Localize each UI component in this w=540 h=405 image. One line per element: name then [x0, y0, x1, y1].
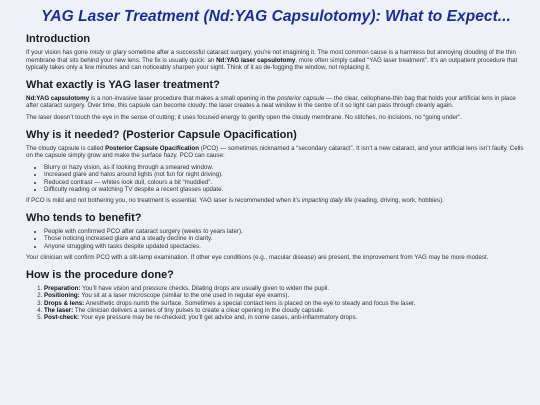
step-item: 2. Positioning: You sit at a laser microscope (similar to the one used in regular eye exams). — [44, 292, 526, 299]
list-item: • People with confirmed PCO after cataract surgery (weeks to years later). — [44, 228, 526, 235]
what-paragraph-2: The laser doesn’t touch the eye in the sense of cutting; it uses focused energy to gently open the cloudy membrane. No stitches, no incisions, no “going under”. — [26, 113, 462, 121]
step-item: 3. Drops & lens: Anesthetic drops numb the surface. Sometimes a special contact lens is placed on the eye to steady and focus the laser. — [44, 300, 526, 307]
list-item: • Blurry or hazy vision, as if looking through a smeared window. — [44, 164, 526, 171]
page-title: YAG Laser Treatment (Nd:YAG Capsulotomy): What to Expect... — [41, 8, 511, 25]
step-item: 4. The laser: The clinician delivers a series of tiny pulses to create a clear opening in the cloudy capsule. — [44, 307, 526, 314]
list-item: • Those noticing increased glare and a steady decline in clarity. — [44, 235, 526, 242]
pco-symptom-list — [26, 164, 526, 194]
list-item: • Difficulty reading or watching TV despite a recent glasses update. — [44, 186, 526, 193]
heading-procedure: How is the procedure done? — [26, 268, 174, 281]
step-item: 5. Post-check: Your eye pressure may be re-checked; you’ll get advice and, in some cases, anti-inflammatory drops. — [44, 314, 526, 321]
list-item: • Increased glare and halos around lights (not fun for night driving). — [44, 171, 526, 178]
heading-who-benefits: Who tends to benefit? — [26, 211, 142, 224]
procedure-steps — [26, 285, 526, 322]
intro-paragraph: If your vision has gone misty or glary sometime after a successful cataract surgery, you’re not imagining it. The most common cause is a harmless but annoying clouding of the thin membrane that sits behind your new lens. The fix is usually quick: an Nd:YAG laser capsulotomy, more often simply called “YAG laser treatment”. It’s an outpatient procedure that typically takes only a few minutes and can noticeably sharpen your sight. Think of it as de-fogging the window, not replacing it. — [26, 49, 518, 72]
step-item: 1. Preparation: You’ll have vision and pressure checks. Dilating drops are usually given to widen the pupil. — [44, 285, 526, 292]
list-item: • Reduced contrast — whites look dull, colours a bit “muddied”. — [44, 179, 526, 186]
why-paragraph-2: If PCO is mild and not bothering you, no treatment is essential. YAG laser is recommended when it’s impacting daily life (reading, driving, work, hobbies). — [26, 197, 444, 205]
what-paragraph-1: Nd:YAG capsulotomy is a non-invasive laser procedure that makes a small opening in the posterior capsule — the clear, cellophane-thin bag that holds your artificial lens in place after cataract surgery. Over time, this capsule can become cloudy; the laser creates a neat window in the centre of it so light can pass through cleanly again. — [26, 94, 516, 110]
why-paragraph-1: The cloudy capsule is called Posterior Capsule Opacification (PCO) — sometimes nicknamed a “secondary cataract”. It isn’t a new cataract, and your artificial lens isn’t faulty. Cells on the capsule simply grow and make the surface hazy. PCO can cause: — [26, 144, 524, 160]
heading-what-is-yag: What exactly is YAG laser treatment? — [26, 78, 220, 91]
benefit-list — [26, 228, 526, 250]
list-item: • Anyone struggling with tasks despite updated spectacles. — [44, 243, 526, 250]
who-paragraph: Your clinician will confirm PCO with a slit-lamp examination. If other eye conditions (e.g., macular disease) are present, the improvement from YAG may be more modest. — [26, 254, 489, 262]
heading-why-needed: Why is it needed? (Posterior Capsule Opacification) — [26, 128, 297, 141]
heading-introduction: Introduction — [26, 33, 91, 45]
